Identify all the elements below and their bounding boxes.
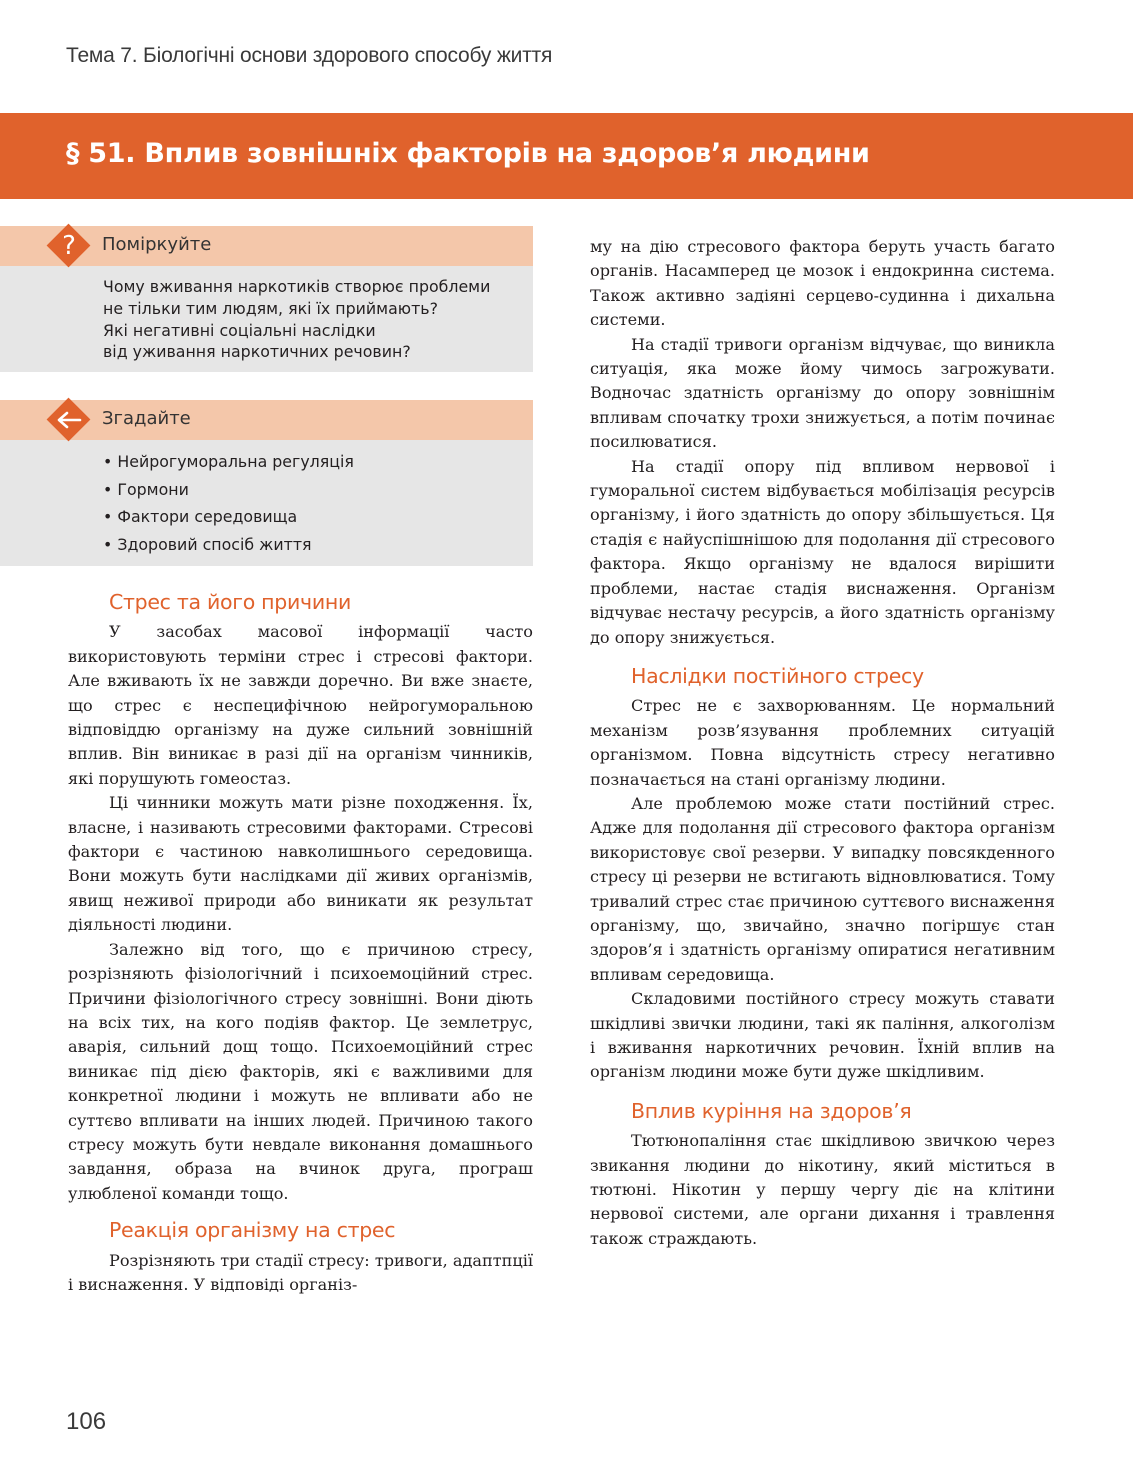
- recall-list: [103, 448, 354, 558]
- paragraph: Тютюнопаління стає шкідливою звичкою через звикання людини до нікотину, який міститься в тютюні. Нікотин у першу чергу діє на клітини нервової системи, але органи дихання і травлення також страждають.: [590, 1131, 1055, 1248]
- list-item: • Гормони: [103, 476, 354, 504]
- think-box-question: Чому вживання наркотиків створює проблеми не тільки тим людям, які їх приймають? Які негативні соціальні наслідки від уживання наркотичних речовин?: [103, 277, 491, 362]
- arrow-left-icon: [47, 398, 91, 442]
- list-item: • Здоровий спосіб життя: [103, 531, 354, 559]
- heading-smoking: Вплив куріння на здоров’я: [631, 1098, 912, 1123]
- running-head: Тема 7. Біологічні основи здорового способу життя: [66, 44, 553, 67]
- left-column: [68, 590, 533, 1297]
- heading-body-reaction: Реакція організму на стрес: [109, 1218, 396, 1243]
- recall-box: [0, 400, 533, 566]
- paragraph: Складовими постійного стресу можуть ставати шкідливі звички людини, такі як паління, алкоголізм і вживання наркотичних речовин. Їхній вплив на організм людини може бути дуже шкідливим.: [590, 989, 1055, 1082]
- question-icon: ?: [47, 224, 91, 268]
- section-title-bar: [0, 113, 1133, 199]
- think-box: [0, 226, 533, 372]
- paragraph: На стадії опору під впливом нервової і гуморальної систем відбувається мобілізація ресурсів організму, і його здатність до опору збільшується. Ця стадія є найуспішнішою для подолання дії стресового фактора. Якщо організму не вдалося вирішити проблеми, настає стадія виснаження. Організм відчуває нестачу ресурсів, а його здатність організму до опору знижується.: [590, 456, 1055, 647]
- right-column: [590, 235, 1055, 1251]
- list-item: • Фактори середовища: [103, 503, 354, 531]
- paragraph: му на дію стресового фактора беруть участь багато органів. Насамперед це мозок і ендокринна система. Також активно задіяні серцево-судинна і дихальна системи.: [590, 237, 1055, 330]
- paragraph: Залежно від того, що є причиною стресу, розрізняють фізіологічний і психоемоційний стрес. Причини фізіологічного стресу зовнішні. Вони діють на всіх тих, на кого подіяв фактор. Це землетрус, аварія, сильний дощ тощо. Психоемоційний стрес виникає під дією факторів, які є важливими для конкретної людини і можуть не впливати або не суттєво впливати на інших людей. Причиною такого стресу можуть бути невдале виконання домашнього завдання, образа на вчинок друга, програш улюбленої команди тощо.: [68, 939, 533, 1203]
- paragraph: Ці чинники можуть мати різне походження. Їх, власне, і називають стресовими факторами. Стресові фактори є частиною навколишнього середовища. Вони можуть бути наслідками дії живих організмів, явищ неживої природи або виникати як результат діяльності людини.: [68, 793, 533, 935]
- page-number: 106: [66, 1408, 107, 1435]
- section-title: § 51. Вплив зовнішніх факторів на здоров’я людини: [66, 138, 870, 169]
- paragraph: Але проблемою може стати постійний стрес. Адже для подолання дії стресового фактора організм використовує свої резерви. У випадку повсякденного стресу ці резерви не встигають відновлюватися. Тому тривалий стрес стає причиною суттєвого виснаження організму, що, звичайно, значно погіршує стан здоров’я і здатність організму опиратися негативним впливам середовища.: [590, 793, 1055, 984]
- paragraph: У засобах масової інформації часто використовують терміни стрес і стресові фактори. Але вживають їх не завжди доречно. Ви вже знаєте, що стрес є неспецифічною нейрогуморальною відповіддю організму на дуже сильний зовнішній вплив. Він виникає в разі дії на організм чинників, які порушують гомеостаз.: [68, 622, 533, 788]
- paragraph: Стрес не є захворюванням. Це нормальний механізм розв’язування проблемних ситуацій організмом. Повна відсутність стресу негативно позначається на стані організму людини.: [590, 696, 1055, 789]
- paragraph: Розрізняють три стадії стресу: тривоги, адаптпції і виснаження. У відповіді організ-: [68, 1250, 534, 1294]
- heading-stress-causes: Стрес та його причини: [109, 590, 351, 614]
- list-item: • Нейрогуморальна регуляція: [103, 448, 354, 476]
- paragraph: На стадії тривоги організм відчуває, що виникла ситуація, яка може йому чимось загрожувати. Водночас здатність організму до опору зовнішнім впливам спочатку трохи знижується, а потім починає посилюватися.: [590, 334, 1055, 452]
- think-box-title: Поміркуйте: [102, 234, 212, 255]
- recall-box-title: Згадайте: [102, 408, 191, 429]
- heading-consequences: Наслідки постійного стресу: [631, 663, 924, 688]
